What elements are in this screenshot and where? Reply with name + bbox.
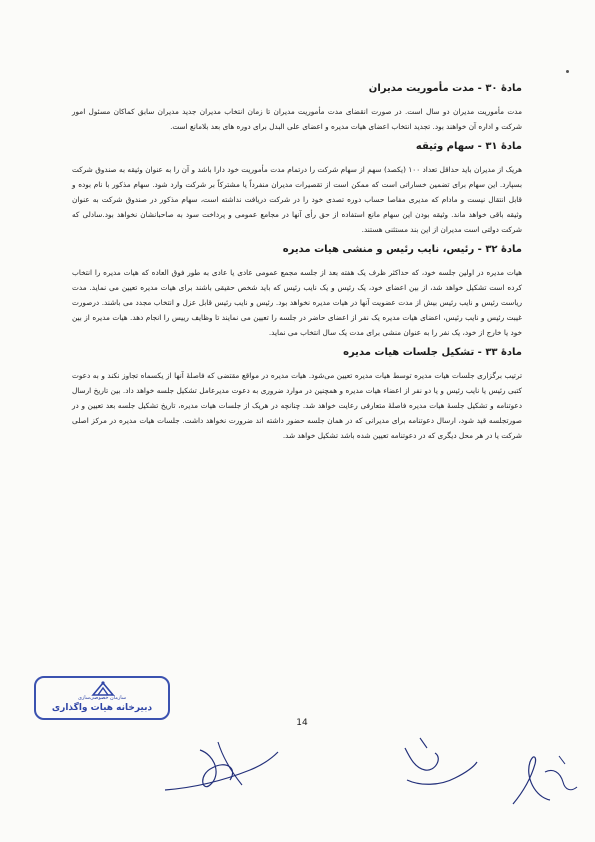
article-33 (72, 346, 522, 443)
signature-1 (160, 730, 290, 800)
signature-2 (395, 728, 485, 798)
article-31-body: هریک از مدیران باید حداقل تعداد ۱۰۰ (یکصد) سهم از سهام شرکت را درتمام مدت مأموریت خود دارا باشد و آن را به عنوان وثیقه به صندوق شرکت بسپارد. این سهام برای تضمین خساراتی است که ممکن است از تقصیرات مدیران منفرداً یا مشترکاً بر شرکت وارد شود. سهام مذکور با نام بوده و قابل انتقال نیست و مادام که مدیری مفاصا حساب دوره تصدی خود را در شرکت دریافت نداشته است، سهام مذکور در صندوق شرکت به عنوان وثیقه باقی خواهد ماند. وثیقه بودن این سهام مانع استفاده از حق رأی آنها در مجامع عمومی و پرداخت سود به صاحبانشان نخواهد بود.سادلی که شرکت دولتی است مدیران از این بند مستثنی هستند. (72, 165, 523, 234)
article-33-title: مادهٔ ۳۳ - تشکیل جلسات هیات مدیره (343, 347, 522, 358)
article-30-body: مدت مأموریت مدیران دو سال است. در صورت انقضای مدت مأموریت مدیران تا زمان انتخاب مدیران جدید مدیران سابق کماکان مسئول امور شرکت و اداره آن خواهند بود. تجدید انتخاب اعضای هیات مدیره و اعضای علی البدل برای دوره های بعد بلامانع است. (72, 107, 522, 131)
article-31-title: مادهٔ ۳۱ - سهام وثیقه (415, 141, 522, 152)
page-number: 14 (296, 718, 308, 728)
article-31 (72, 140, 522, 237)
official-stamp (34, 676, 170, 720)
stamp-org-text: سازمان خصوصی‌سازی (77, 695, 127, 701)
article-30 (72, 82, 522, 134)
signature-3 (505, 742, 585, 822)
stamp-logo-icon (91, 680, 115, 696)
corner-mark (566, 70, 569, 73)
article-32-title: مادهٔ ۳۲ - رئیس، نایب رئیس و منشی هیات مدیره (282, 244, 522, 255)
article-32 (72, 243, 522, 340)
article-32-body: هیات مدیره در اولین جلسه خود، که حداکثر ظرف یک هفته بعد از جلسه مجمع عمومی عادی یا عادی به طور فوق العاده که هیات مدیره را انتخاب کرده است تشکیل خواهد شد، از بین اعضای خود، یک رئیس و یک نایب رئیس که باید شخص حقیقی باشند برای هیات مدیره تعیین می نماید. مدت ریاست رئیس و نایب رئیس بیش از مدت عضویت آنها در هیات مدیره نخواهد بود. رئیس و نایب رئیس قابل عزل و انتخاب مجدد می باشند. درصورت غیبت رئیس و نایب رئیس، اعضای هیات مدیره یک نفر از اعضای حاضر در جلسه را تعیین می نمایند تا وظایف رییس را انجام دهد. هیات مدیره از بین خود یا خارج از خود، یک نفر را به عنوان منشی برای مدت یک سال انتخاب می نماید. (72, 268, 522, 337)
article-33-body: ترتیب برگزاری جلسات هیات مدیره توسط هیات مدیره تعیین می‌شود. هیات مدیره در مواقع مقتضی که فاصلهٔ آنها از یکسماه تجاوز نکند و به دعوت کتبی رئیس یا نایب رئیس و یا دو نفر از اعضاء هیات مدیره و همچنین در موارد ضروری به دعوت مدیرعامل تشکیل جلسه خواهد داد. بین تاریخ ارسال دعوتنامه و تشکیل جلسهٔ هیات مدیره فاصلهٔ متعارفی رعایت خواهد شد. چنانچه در هریک از جلسات هیات مدیره، تاریخ تشکیل جلسه بعد تعیین و در صورتجلسه قید شود، ارسال دعوتنامه برای مدیرانی که در همان جلسه حضور داشته اند ضرورت نخواهد داشت. جلسات هیات مدیره در مرکز اصلی شرکت یا در هر محل دیگری که در دعوتنامه تعیین شده باشد تشکیل خواهد شد. (72, 371, 522, 440)
stamp-dept-text: دبیرخانه هیات واگذاری (51, 703, 153, 713)
article-30-title: مادهٔ ۳۰ - مدت مأموریت مدیران (368, 83, 522, 94)
document-body (72, 68, 522, 449)
